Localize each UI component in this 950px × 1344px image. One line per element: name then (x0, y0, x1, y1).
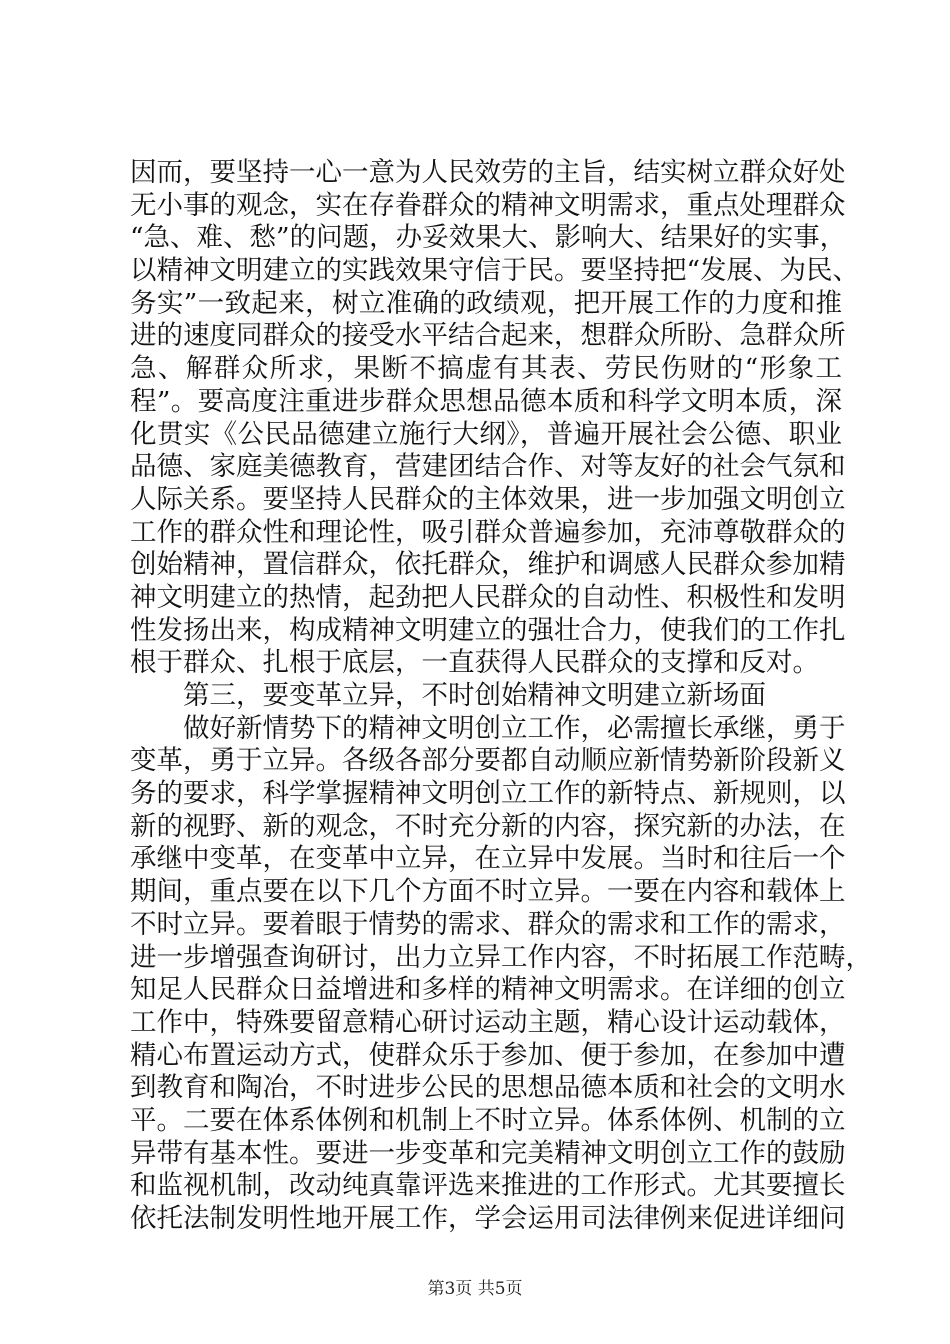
text-line: 精心布置运动方式，使群众乐于参加、便于参加，在参加中遭 (130, 1039, 846, 1071)
text-line: 异带有基本性。要进一步变革和完美精神文明创立工作的鼓励 (130, 1137, 846, 1169)
text-line: 新的视野、新的观念，不时充分新的内容，探究新的办法，在 (130, 810, 846, 842)
page-number: 第3页 共5页 (427, 1279, 523, 1299)
text-line: 工作中，特殊要留意精心研讨运动主题，精心设计运动载体， (130, 1006, 846, 1038)
text-line: 承继中变革，在变革中立异，在立异中发展。当时和往后一个 (130, 843, 846, 875)
text-line: 平。二要在体系体例和机制上不时立异。体系体例、机制的立 (130, 1104, 846, 1136)
text-line: 不时立异。要着眼于情势的需求、群众的需求和工作的需求， (130, 908, 846, 940)
text-line: 工作的群众性和理论性，吸引群众普遍参加，充沛尊敬群众的 (130, 516, 846, 548)
text-line: 急、解群众所求，果断不搞虚有其表、劳民伤财的“形象工 (130, 353, 842, 385)
text-line: 以精神文明建立的实践效果守信于民。要坚持把“发展、为民、 (130, 255, 860, 287)
text-line: 进一步增强查询研讨，出力立异工作内容，不时拓展工作范畴， (130, 941, 872, 973)
text-line: 性发扬出来，构成精神文明建立的强壮合力，使我们的工作扎 (130, 614, 846, 646)
text-line: 因而，要坚持一心一意为人民效劳的主旨，结实树立群众好处 (130, 157, 846, 188)
text-line: 品德、家庭美德教育，营建团结合作、对等友好的社会气氛和 (130, 451, 846, 483)
text-line: 和监视机制，改动纯真靠评选来推进的工作形式。尤其要擅长 (130, 1170, 846, 1202)
document-body (130, 157, 872, 1236)
text-line: 神文明建立的热情，起劲把人民群众的自动性、积极性和发明 (130, 581, 846, 613)
text-line: 程”。要高度注重进步群众思想品德本质和科学文明本质，深 (130, 385, 842, 417)
text-line: 变革，勇于立异。各级各部分要都自动顺应新情势新阶段新义 (130, 745, 846, 777)
text-line: 知足人民群众日益增进和多样的精神文明需求。在详细的创立 (130, 974, 846, 1006)
text-line: 创始精神，置信群众，依托群众，维护和调感人民群众参加精 (130, 549, 846, 581)
text-line: 期间，重点要在以下几个方面不时立异。一要在内容和载体上 (130, 876, 846, 908)
text-line: 务实”一致起来，树立准确的政绩观，把开展工作的力度和推 (130, 287, 842, 319)
text-line: 根于群众、扎根于底层，一直获得人民群众的支撑和反对。 (130, 647, 819, 679)
text-line: 无小事的观念，实在存眷群众的精神文明需求，重点处理群众 (130, 189, 846, 221)
text-line: 进的速度同群众的接受水平结合起来，想群众所盼、急群众所 (130, 320, 846, 352)
text-line: 务的要求，科学掌握精神文明创立工作的新特点、新规则，以 (130, 778, 846, 810)
text-line: 到教育和陶冶，不时进步公民的思想品德本质和社会的文明水 (130, 1072, 846, 1104)
text-line: 人际关系。要坚持人民群众的主体效果，进一步加强文明创立 (130, 483, 846, 515)
section-heading: 第三，要变革立异，不时创始精神文明建立新场面 (183, 680, 766, 711)
text-line: 做好新情势下的精神文明创立工作，必需擅长承继，勇于 (183, 712, 846, 744)
page-footer (0, 1279, 950, 1299)
text-line: 化贯实《公民品德建立施行大纲》，普遍开展社会公德、职业 (130, 418, 842, 450)
text-line: 依托法制发明性地开展工作，学会运用司法律例来促进详细问 (130, 1203, 846, 1234)
text-line: “急、难、愁”的问题，办妥效果大、影响大、结果好的实事， (130, 222, 847, 254)
